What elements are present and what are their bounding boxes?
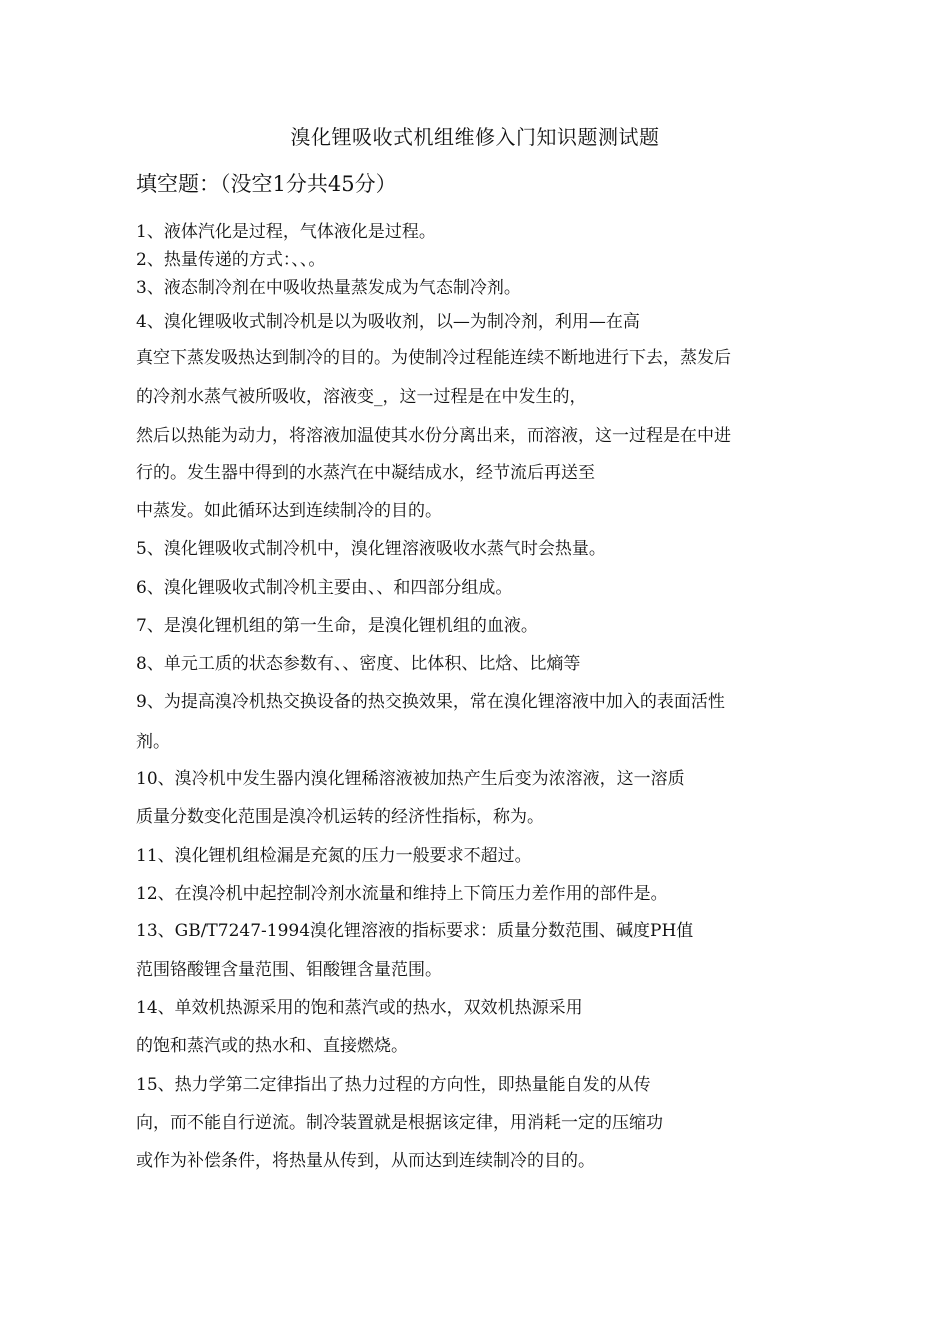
question-line: 7、是溴化锂机组的第一生命，是溴化锂机组的血液。 [136, 616, 538, 636]
question-line: 11、溴化锂机组检漏是充氮的压力一般要求不超过。 [136, 846, 532, 866]
question-line: 10、溴冷机中发生器内溴化锂稀溶液被加热产生后变为浓溶液，这一溶质 [136, 769, 685, 789]
question-line: 向，而不能自行逆流。制冷装置就是根据该定律，用消耗一定的压缩功 [136, 1113, 663, 1133]
question-line: 中蒸发。如此循环达到连续制冷的目的。 [136, 501, 442, 521]
question-line: 然后以热能为动力，将溶液加温使其水份分离出来，而溶液，这一过程是在中进 [136, 426, 731, 446]
question-line: 14、单效机热源采用的饱和蒸汽或的热水，双效机热源采用 [136, 998, 583, 1018]
question-line: 13、GB/T7247-1994溴化锂溶液的指标要求：质量分数范围、碱度PH值 [136, 921, 694, 941]
question-line: 1、液体汽化是过程，气体液化是过程。 [136, 222, 436, 242]
document-title: 溴化锂吸收式机组维修入门知识题测试题 [290, 125, 660, 149]
question-line: 6、溴化锂吸收式制冷机主要由、、和四部分组成。 [136, 578, 513, 598]
question-line: 或作为补偿条件，将热量从传到，从而达到连续制冷的目的。 [136, 1151, 595, 1171]
question-line: 9、为提高溴冷机热交换设备的热交换效果，常在溴化锂溶液中加入的表面活性 [136, 692, 725, 712]
section-heading: 填空题：（没空1分共45分） [136, 172, 397, 196]
question-line: 质量分数变化范围是溴冷机运转的经济性指标，称为。 [136, 807, 544, 827]
question-line: 剂。 [136, 732, 170, 752]
question-line: 3、液态制冷剂在中吸收热量蒸发成为气态制冷剂。 [136, 278, 521, 298]
question-line: 行的。发生器中得到的水蒸汽在中凝结成水，经节流后再送至 [136, 463, 595, 483]
question-line: 5、溴化锂吸收式制冷机中，溴化锂溶液吸收水蒸气时会热量。 [136, 539, 606, 559]
question-line: 的饱和蒸汽或的热水和、直接燃烧。 [136, 1036, 408, 1056]
question-line: 2、热量传递的方式：、、。 [136, 250, 326, 270]
question-line: 12、在溴冷机中起控制冷剂水流量和维持上下筒压力差作用的部件是。 [136, 884, 668, 904]
question-line: 15、热力学第二定律指出了热力过程的方向性，即热量能自发的从传 [136, 1075, 651, 1095]
question-line: 8、单元工质的状态参数有、、密度、比体积、比焓、比熵等 [136, 654, 581, 674]
question-line: 范围铬酸锂含量范围、钼酸锂含量范围。 [136, 960, 442, 980]
question-line: 4、溴化锂吸收式制冷机是以为吸收剂，以—为制冷剂，利用—在高 [136, 312, 640, 332]
question-line: 真空下蒸发吸热达到制冷的目的。为使制冷过程能连续不断地进行下去，蒸发后 [136, 348, 731, 368]
question-line: 的冷剂水蒸气被所吸收，溶液变_，这一过程是在中发生的， [136, 387, 587, 407]
